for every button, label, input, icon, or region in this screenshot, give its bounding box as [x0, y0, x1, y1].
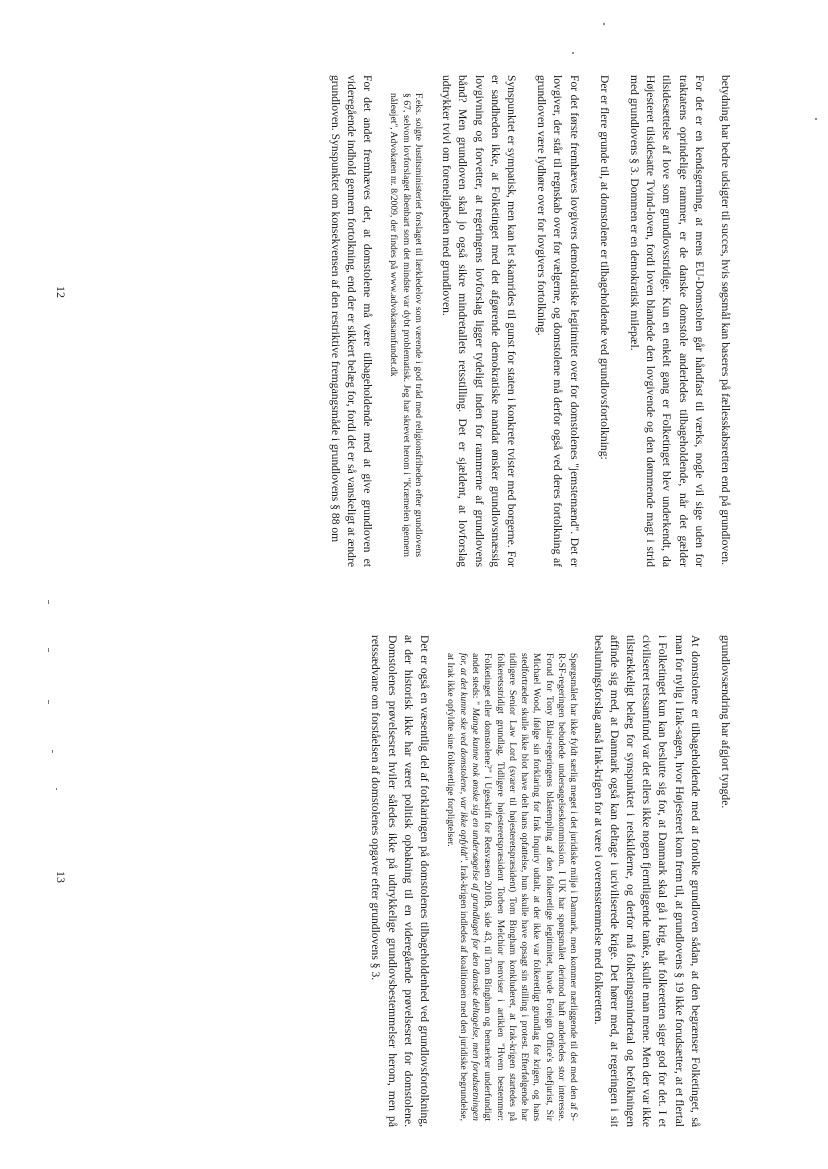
scan-mark: [48, 600, 49, 604]
scan-mark: [815, 118, 817, 120]
page-12: [0, 0, 828, 584]
paragraph: betydning har bedre udsigter til succes, hvis søgsmål kan baseres på fællesskabsretten end på grundloven.: [719, 75, 732, 566]
paragraph: Synspunktet er sympatisk, men kan let skamrides til gunst for staten i konkrete tvister med borgerne. For er sandheden ikke, at Folketinget med det afgørende demokratiske mandat ønsker grundlovsmæssig lovgivning og forvetter, at regeringens lovforslag ligger tydeligt inden for rammerne af grundlovens bånd? Men grundloven skal jo også sikre mindretallets retsstilling. Det er sjældent, at lovforslag udtrykker tvivl om foreneligheden med grundloven.: [440, 75, 518, 567]
footnote: F.eks. solgte Justitsministeriet forslaget til lærkledelov som værende i god tråd med religionsfriheden efter grundlovens § 67, selvom lovforslaget åbenbart som det mindste var dybt problematisk. Jeg har skrevet herom i "Kræmelen igennem nåleøjet", Advokaten nr. 8/2009, der findes på www.advokatsamfundet.dk: [388, 93, 424, 557]
footnote-text: Spørgsmålet har ikke fyldt særlig meget i det juridiske miljø i Danmark, men kommer nærliggende til det med den af S-R-SF-regeringen bebudede undersøgelseskommission. I UK har spørgsmålet derimod haft anderledes stor interesse. Forud for Tony Blair-regeringens blåstempling af den folkeretlige legitimitet, havde Foreign Office's chefjurist, Sir Michael Wood, ifølge sin forklaring for Irak Inquiry udtalt, at der ikke var folkeretligt grundlag for krigen, og hans stedfortræder skulle ikke blot have delt hans opfattelse, hun skulle have opsagt sin stilling i protest. Efterfølgende har tidligere Senior Law Lord (svarer til højesteretspræsident) Tom Bingham konkluderet, at Irak-krigen startedes på folkeretsstridigt grundlag. Tidligere højesteretspræsident Torben Melchior henviser i artiklen "Hvem bestemmer: Folketinget eller domstolene?" i Ugeskrift for Retsvæsen 2010B, side 43, til Tom Bingham og bemærker underfundigt andet steds: ": [470, 653, 580, 1121]
text-column: [312, 75, 733, 567]
page-number: 13: [54, 871, 68, 883]
scan-mark: [52, 750, 53, 753]
scan-mark: [603, 23, 605, 25]
scan-mark: [572, 52, 574, 54]
page-number: 12: [54, 286, 68, 298]
paragraph: For det andet fremhæves det, at domstolene må være tilbageholdende med at give grundloven et videregående indhold gennem fortolkning, end der er sikkert belæg for, fordi det er så vanskeligt at ændre grundloven. Synspunktet om konsekvensen af den restriktive fremgangsmåde i grundlovens § 88 om: [328, 75, 375, 567]
paragraph: At domstolene er tilbageholdende med at fortolke grundloven sådan, at den begrænser Folketinget, så man for nylig i Irak-sagen, hvor Højesteret kom frem til, at grundlovens § 19 ikke forudsætter, at et flertal i Folketinget kun kan beslutte sig for, at Danmark skal gå i krig, når folkeretten siger god for det. I et civiliseret retssamfund var det ellers ikke nogen fjerntliggende tanke, skulle man mene. Men der var ikke tilstrækkeligt belæg for synspunktet i retskilderne, og derfor må folketingsmindretal og befolkningen affinde sig med, at Danmark også kan deltage i uciviliserede krige. Det hører med, at regeringen i sit beslutningsforslag anså Irak-krigen for at være i overensstemmelse med folkeretten.: [591, 635, 702, 1127]
scan-mark: [56, 788, 57, 790]
scan-mark: [48, 700, 49, 704]
footnote-quote: Mange kunne nok ønske sig en undersøgelse af grundlaget for den danske deltagelse, men forudsætningen for, at det kunne ske ved domstolene, var ikke opfyldt: [457, 653, 481, 1121]
scan-mark: [48, 648, 49, 652]
paragraph: For det er en kendsgerning, at mens EU-Domstolen går håndfast til værks, nogle vil sige uden for traktatens oprindelige rammer, er de danske domstole anderledes tilbageholdende, når det gælder tilsidesættelse af love som grundlovsstridige. Kun en enkelt gang er Folketinget blev underkendt, da Højesteret tilsidesatte Tvind-loven, fordi loven blandede den lovgivende og den dømmende magt i strid med grundlovens § 3. Dommen er en demokratisk milepæl.: [627, 75, 706, 567]
footnote-text: ". Irak-krigen indledes af koalitionen med den juridiske begrundelse, at Irak ikke opfyldte sine folkeretlige forpligtelser.: [445, 653, 469, 1121]
paragraph: Det er også en væsentlig del af forklaringen på domstolenes tilbageholdenhed ved grundlovsfortolkning, at der historisk ikke har været politisk opbakning til en videregående prøvelsesret for domstolene. Domstolenes prøvelsesret hviler således ikke på udtrykkelige grundlovsbestemmelser herom, men på retssædvane om forståelsen af domstolenes opgaver efter grundlovens § 3.: [369, 635, 432, 1127]
page-13: [0, 585, 828, 1169]
paragraph: Der er flere grunde til, at domstolene er tilbageholdende ved grundlovsfortolkning:: [597, 75, 611, 460]
paragraph: For det første fremhæves lovgivers demokratiske legitimitet over for domstolenes "jemstemænd". Det er lovgiver, der står til regnskab over for vælgerne, og domstolene må derfor også ved deres fortolkning af grundloven være lydhøre over for lovgivers fortolkning.: [535, 75, 581, 567]
text-column: [353, 635, 733, 1127]
footnote: [444, 635, 579, 1127]
paragraph: grundlovsændring har afgjort tyngde.: [719, 635, 732, 809]
